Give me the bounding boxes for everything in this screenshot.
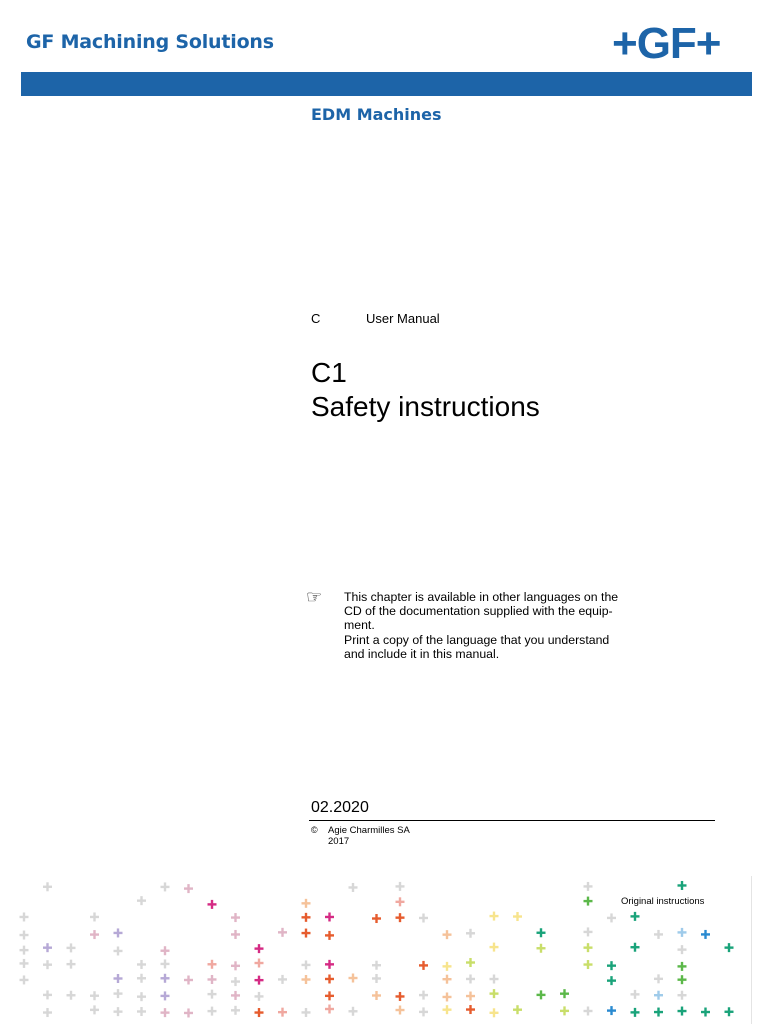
cross-mark (255, 944, 264, 953)
gf-logo: +GF+ (612, 19, 721, 68)
cross-mark (584, 1007, 593, 1016)
cross-mark (278, 928, 287, 937)
pointing-hand-icon: ☞ (306, 587, 323, 607)
cross-mark (443, 962, 452, 971)
cross-mark (208, 1007, 217, 1016)
cross-mark (137, 974, 146, 983)
cross-mark (90, 930, 99, 939)
cross-mark (161, 1008, 170, 1017)
cross-mark (607, 976, 616, 985)
cross-mark (701, 1008, 710, 1017)
cross-mark (443, 930, 452, 939)
cross-mark (560, 989, 569, 998)
cross-mark (443, 992, 452, 1001)
cross-mark (161, 991, 170, 1000)
cross-mark (43, 960, 52, 969)
cross-mark (678, 928, 687, 937)
cross-mark (43, 882, 52, 891)
product-line-title: EDM Machines (311, 105, 442, 124)
cross-mark (396, 913, 405, 922)
cross-mark (302, 899, 311, 908)
cross-mark (114, 989, 123, 998)
cross-mark (654, 974, 663, 983)
copyright-company: Agie Charmilles SA (328, 825, 410, 836)
cross-mark (419, 1007, 428, 1016)
cross-mark (490, 989, 499, 998)
cross-mark (490, 943, 499, 952)
cross-mark (584, 943, 593, 952)
cross-mark (114, 928, 123, 937)
cross-mark (114, 1007, 123, 1016)
cross-mark (725, 943, 734, 952)
note-line: Print a copy of the language that you understand (344, 632, 610, 647)
cross-mark (419, 913, 428, 922)
cross-mark (255, 1008, 264, 1017)
cross-mark (325, 991, 334, 1000)
cross-mark (255, 976, 264, 985)
document-code: C (311, 311, 321, 326)
cross-mark (161, 882, 170, 891)
cross-mark (20, 959, 29, 968)
cross-mark (678, 962, 687, 971)
cross-mark (90, 991, 99, 1000)
cross-mark (43, 943, 52, 952)
cross-mark (513, 912, 522, 921)
cross-mark (208, 960, 217, 969)
cross-mark (20, 975, 29, 984)
cross-mark (443, 975, 452, 984)
cross-mark (631, 912, 640, 921)
cross-mark (372, 991, 381, 1000)
cross-mark (584, 927, 593, 936)
cross-mark (278, 1008, 287, 1017)
document-type: User Manual (366, 311, 440, 326)
cross-mark (631, 943, 640, 952)
cross-mark (396, 1006, 405, 1015)
cross-mark (584, 882, 593, 891)
cross-mark (90, 912, 99, 921)
cross-mark (466, 1005, 475, 1014)
cross-mark (466, 958, 475, 967)
cross-mark (537, 928, 546, 937)
cross-mark (90, 1005, 99, 1014)
cross-mark (161, 974, 170, 983)
cross-mark (678, 881, 687, 890)
cross-mark (184, 975, 193, 984)
note-line: ment. (344, 618, 375, 633)
cross-mark (302, 960, 311, 969)
cross-mark (161, 946, 170, 955)
cross-mark (302, 975, 311, 984)
cross-mark (490, 975, 499, 984)
note-line: and include it in this manual. (344, 646, 500, 661)
cross-mark (255, 992, 264, 1001)
cross-mark (349, 883, 358, 892)
cross-mark (114, 974, 123, 983)
cross-mark (325, 912, 334, 921)
cross-mark (43, 990, 52, 999)
copyright-icon: © (311, 825, 318, 835)
cross-mark (607, 961, 616, 970)
cross-mark (231, 991, 240, 1000)
cross-mark (490, 1008, 499, 1017)
cross-mark (137, 992, 146, 1001)
cross-mark (631, 990, 640, 999)
chapter-title: Safety instructions (311, 391, 540, 422)
cross-mark (67, 991, 76, 1000)
cross-mark (231, 977, 240, 986)
cross-mark (372, 974, 381, 983)
cross-mark (654, 1008, 663, 1017)
cross-mark (231, 930, 240, 939)
cross-mark (325, 960, 334, 969)
note-line: This chapter is available in other languages on the (344, 590, 619, 604)
cross-mark (208, 990, 217, 999)
cross-mark (184, 884, 193, 893)
cross-mark (231, 961, 240, 970)
cross-mark (20, 946, 29, 955)
cross-mark (584, 960, 593, 969)
cross-mark (678, 991, 687, 1000)
cross-mark (419, 961, 428, 970)
cross-mark (208, 975, 217, 984)
cross-mark (325, 931, 334, 940)
cross-mark (678, 945, 687, 954)
cross-mark (161, 959, 170, 968)
divider (751, 876, 752, 1024)
cross-mark (584, 897, 593, 906)
cross-mark (466, 974, 475, 983)
cross-mark (302, 1008, 311, 1017)
cross-mark (278, 975, 287, 984)
cross-mark (114, 946, 123, 955)
cross-mark (325, 1005, 334, 1014)
cross-mark (43, 1008, 52, 1017)
cross-mark (490, 912, 499, 921)
chapter-number: C1 (311, 357, 347, 388)
cross-mark (302, 929, 311, 938)
cross-mark (67, 943, 76, 952)
cross-mark (349, 974, 358, 983)
cross-mark (137, 896, 146, 905)
cross-mark (396, 882, 405, 891)
cross-mark (607, 913, 616, 922)
copyright-year: 2017 (328, 836, 350, 847)
cross-mark (513, 1005, 522, 1014)
cross-mark (701, 930, 710, 939)
cross-mark (560, 1006, 569, 1015)
cross-mark (231, 913, 240, 922)
publication-date: 02.2020 (311, 799, 369, 816)
cross-mark (419, 991, 428, 1000)
cross-mark (349, 1007, 358, 1016)
cross-mark (607, 1006, 616, 1015)
cross-mark (466, 992, 475, 1001)
cross-mark (137, 960, 146, 969)
cross-mark (372, 914, 381, 923)
cross-mark (302, 913, 311, 922)
cross-mark (255, 959, 264, 968)
cross-mark (396, 992, 405, 1001)
cross-mark (396, 897, 405, 906)
cross-mark (725, 1007, 734, 1016)
cross-mark (443, 1005, 452, 1014)
brand-name: GF Machining Solutions (26, 31, 274, 53)
cross-mark (67, 960, 76, 969)
original-instructions-label: Original instructions (621, 896, 705, 907)
cross-mark (631, 1008, 640, 1017)
cross-mark (537, 990, 546, 999)
cross-mark (20, 931, 29, 940)
cross-mark (537, 944, 546, 953)
cross-mark (231, 1006, 240, 1015)
cross-mark (678, 1007, 687, 1016)
cross-mark (466, 929, 475, 938)
cross-mark (137, 1007, 146, 1016)
cross-mark (184, 1008, 193, 1017)
cross-mark (20, 912, 29, 921)
cross-mark (678, 975, 687, 984)
cross-mark (208, 900, 217, 909)
cross-mark (654, 930, 663, 939)
note-line: CD of the documentation supplied with the equip- (344, 604, 613, 619)
cross-mark (654, 991, 663, 1000)
cross-mark (372, 961, 381, 970)
cross-mark (325, 974, 334, 983)
